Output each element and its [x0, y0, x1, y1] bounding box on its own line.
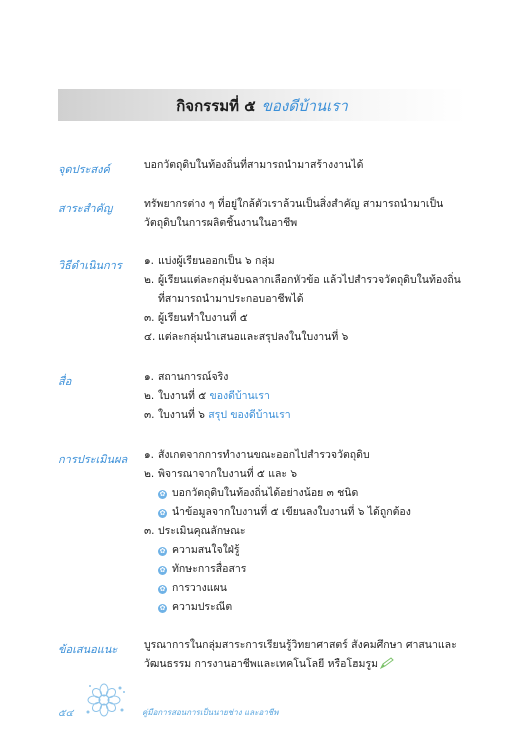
item-text: สังเกตจากการทำงานขณะออกไปสำรวจวัตถุดิบ: [158, 449, 370, 461]
book-title: คู่มือการสอนการเป็นนายช่าง และอาชีพ: [142, 708, 279, 717]
list-item: [144, 271, 464, 290]
bullet-item: [144, 598, 464, 617]
section-label-procedure: วิธีดำเนินการ: [58, 259, 122, 272]
suggestion-line: บูรณาการในกลุ่มสาระการเรียนรู้วิทยาศาสตร์ สังคมศึกษา ศาสนาและ: [144, 639, 457, 651]
item-text: แต่ละกลุ่มนำเสนอและสรุปลงในใบงานที่ ๖: [158, 331, 349, 343]
list-item: [144, 309, 464, 328]
item-number: ๑.: [144, 371, 155, 383]
section-label-evaluation: การประเมินผล: [58, 453, 128, 466]
item-number: ๓.: [144, 312, 155, 324]
section-label-media: สื่อ: [58, 375, 72, 388]
page-footer: [58, 680, 358, 720]
bullet-icon: ✿: [159, 509, 166, 517]
item-text: ผู้เรียนแต่ละกลุ่มจับฉลากเลือกหัวข้อ แล้วไปสำรวจวัตถุดิบในท้องถิ่น: [158, 274, 461, 286]
list-item: [144, 368, 464, 387]
section-label-suggestion: ข้อเสนอแนะ: [58, 643, 118, 656]
item-number: ๒.: [144, 274, 155, 286]
item-continuation: ที่สามารถนำมาประกอบอาชีพได้: [158, 293, 304, 305]
key-concept-line: ทรัพยากรต่าง ๆ ที่อยู่ใกล้ตัวเราล้วนเป็นสิ่งสำคัญ สามารถนำมาเป็น: [144, 198, 444, 210]
bullet-text: ความประณีต: [172, 601, 233, 613]
suggestion-line: [144, 655, 464, 674]
worksheet-name: ของดีบ้านเรา: [209, 390, 270, 402]
list-item: [144, 465, 464, 484]
bullet-icon: ✿: [159, 490, 166, 498]
item-text: ใบงานที่ ๕: [158, 390, 210, 402]
section-label-key-concept: สาระสำคัญ: [58, 202, 113, 215]
item-number: ๑.: [144, 449, 155, 461]
bullet-item: [144, 541, 464, 560]
worksheet-name: สรุป ของดีบ้านเรา: [208, 409, 291, 421]
page-number: ๕๔: [58, 708, 74, 719]
item-text: สถานการณ์จริง: [158, 371, 229, 383]
bullet-item: [144, 484, 464, 503]
bullet-icon: ✿: [159, 547, 166, 555]
list-item: [144, 328, 464, 347]
list-item: [144, 522, 464, 541]
list-item: [144, 406, 464, 425]
flower-logo-icon: [84, 680, 132, 720]
suggestion-line-text: วัฒนธรรม การงานอาชีพและเทคโนโลยี หรือโฮมรูม: [144, 658, 379, 670]
item-number: ๒.: [144, 390, 155, 402]
activity-title-banner: [58, 89, 466, 121]
item-number: ๓.: [144, 525, 155, 537]
bullet-text: ทักษะการสื่อสาร: [172, 563, 247, 575]
bullet-text: การวางแผน: [172, 582, 227, 594]
item-number: ๒.: [144, 468, 155, 480]
item-text: ผู้เรียนทำใบงานที่ ๕: [158, 312, 248, 324]
bullet-item: [144, 560, 464, 579]
title-activity-name: ของดีบ้านเรา: [261, 97, 348, 115]
bullet-icon: ✿: [159, 566, 166, 574]
item-text: ใบงานที่ ๖: [158, 409, 209, 421]
item-number: ๔.: [144, 331, 156, 343]
bullet-text: บอกวัตถุดิบในท้องถิ่นได้อย่างน้อย ๓ ชนิด: [172, 487, 359, 499]
list-item: [144, 387, 464, 406]
item-text: ประเมินคุณลักษณะ: [158, 525, 246, 537]
list-item: [144, 446, 464, 465]
pencil-icon: [380, 657, 394, 669]
bullet-item: [144, 579, 464, 598]
key-concept-line: วัตถุดิบในการผลิตชิ้นงานในอาชีพ: [144, 217, 298, 229]
item-number: ๑.: [144, 255, 155, 267]
objective-text: บอกวัตถุดิบในท้องถิ่นที่สามารถนำมาสร้างงานได้: [144, 159, 364, 171]
bullet-icon: ✿: [159, 585, 166, 593]
item-number: ๓.: [144, 409, 155, 421]
item-text: พิจารณาจากใบงานที่ ๕ และ ๖: [158, 468, 298, 480]
title-activity-number: กิจกรรมที่ ๕: [176, 97, 256, 115]
bullet-icon: ✿: [159, 604, 166, 612]
list-item: [144, 252, 464, 271]
item-text: แบ่งผู้เรียนออกเป็น ๖ กลุ่ม: [158, 255, 275, 267]
page-title: [58, 94, 466, 118]
section-label-objective: จุดประสงค์: [58, 163, 110, 176]
bullet-text: นำข้อมูลจากใบงานที่ ๕ เขียนลงใบงานที่ ๖ ได้ถูกต้อง: [172, 506, 411, 518]
bullet-item: [144, 503, 464, 522]
bullet-text: ความสนใจใฝ่รู้: [172, 544, 240, 556]
